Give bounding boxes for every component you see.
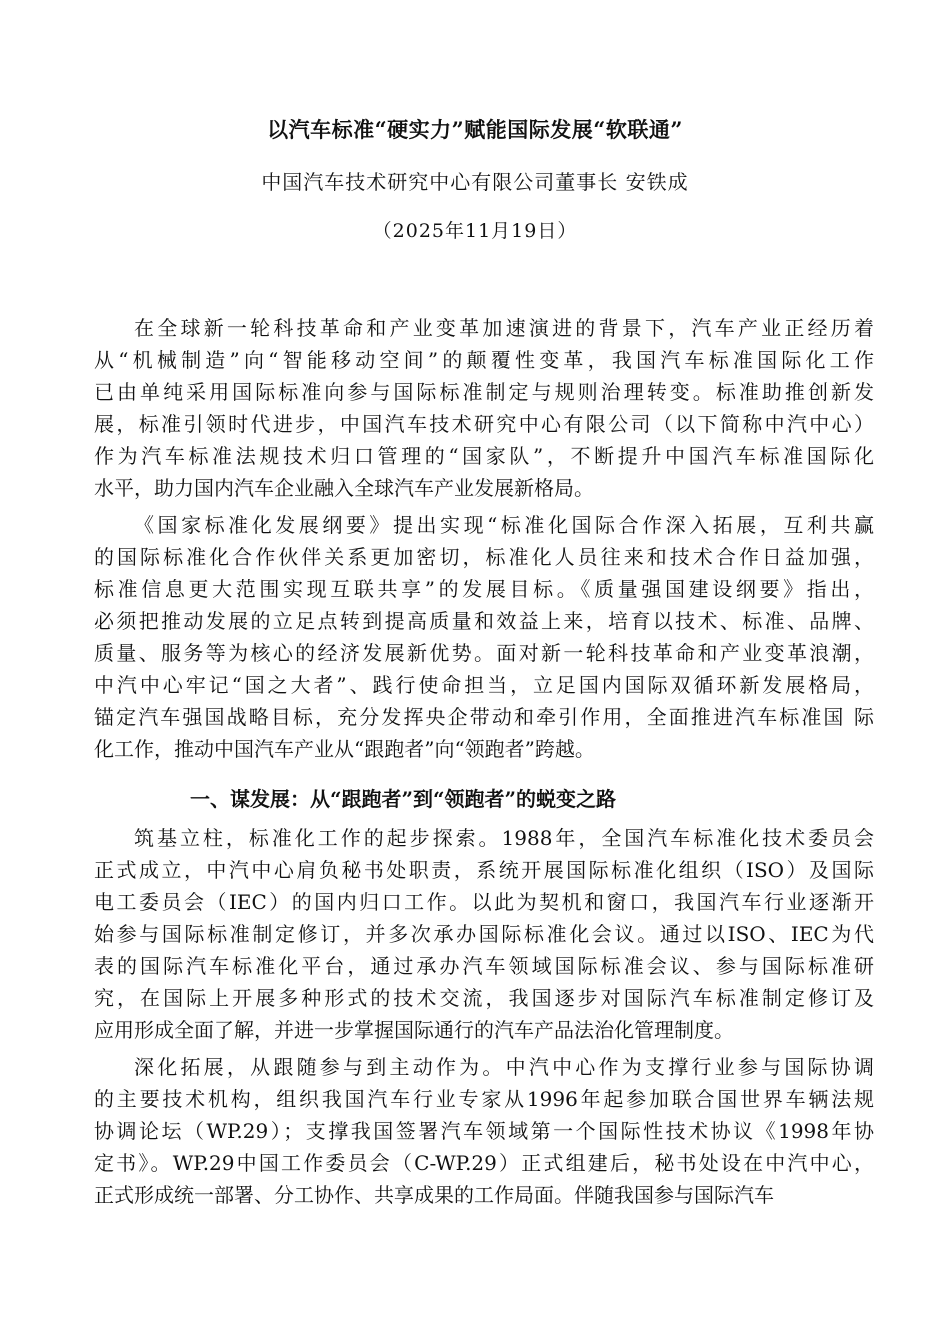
paragraph-line: 从“机械制造”向“智能移动空间”的颠覆性变革，我国汽车标准国际化工作: [94, 348, 874, 372]
paragraph-line: 表的国际汽车标准化平台，通过承办汽车领域国际标准会议、参与国际标准研: [94, 954, 874, 978]
paragraph-line: 电工委员会（IEC）的国内归口工作。以此为契机和窗口，我国汽车行业逐渐开: [94, 890, 874, 914]
paragraph-line: 正式形成统一部署、分工协作、共享成果的工作局面。伴随我国参与国际汽车: [94, 1183, 774, 1207]
paragraph-line: 已由单纯采用国际标准向参与国际标准制定与规则治理转变。标准助推创新发: [94, 380, 874, 404]
paragraph-line: 化工作，推动中国汽车产业从“跟跑者”向“领跑者”跨越。: [94, 737, 595, 761]
paragraph-line: 质量、服务等为核心的经济发展新优势。面对新一轮科技革命和产业变革浪潮，: [94, 641, 874, 665]
document-author: 中国汽车技术研究中心有限公司董事长 安铁成: [261, 170, 689, 194]
paragraph-line: 究，在国际上开展多种形式的技术交流，我国逐步对国际汽车标准制定修订及: [94, 986, 874, 1010]
paragraph-line: 《国家标准化发展纲要》提出实现“标准化国际合作深入拓展，互利共赢: [134, 513, 874, 537]
paragraph-line: 定书》。WP.29中国工作委员会（C-WP.29）正式组建后，秘书处设在中汽中心，: [94, 1151, 874, 1175]
paragraph-line: 协调论坛（WP.29）；支撑我国签署汽车领域第一个国际性技术协议《1998年协: [94, 1119, 874, 1143]
paragraph-line: 的国际标准化合作伙伴关系更加密切，标准化人员往来和技术合作日益加强，: [94, 545, 874, 569]
paragraph-line: 应用形成全面了解，并进一步掌握国际通行的汽车产品法治化管理制度。: [94, 1018, 734, 1042]
paragraph-line: 必须把推动发展的立足点转到提高质量和效益上来，培育以技术、标准、品牌、: [94, 609, 874, 633]
document-date: （2025年11月19日）: [372, 220, 578, 242]
paragraph-line: 深化拓展，从跟随参与到主动作为。中汽中心作为支撑行业参与国际协调: [134, 1055, 874, 1079]
paragraph-line: 水平，助力国内汽车企业融入全球汽车产业发展新格局。: [94, 476, 594, 500]
section-heading: 一、谋发展：从“跟跑者”到“领跑者”的蜕变之路: [190, 787, 617, 811]
paragraph-line: 筑基立柱，标准化工作的起步探索。1988年，全国汽车标准化技术委员会: [134, 826, 874, 850]
paragraph-line: 标准信息更大范围实现互联共享”的发展目标。《质量强国建设纲要》指出，: [94, 577, 874, 601]
paragraph-line: 的主要技术机构，组织我国汽车行业专家从1996年起参加联合国世界车辆法规: [94, 1087, 874, 1111]
paragraph-line: 锚定汽车强国战略目标，充分发挥央企带动和牵引作用，全面推进汽车标准国 际: [94, 705, 874, 729]
paragraph-line: 作为汽车标准法规技术归口管理的“国家队”，不断提升中国汽车标准国际化: [94, 444, 874, 468]
paragraph-line: 在全球新一轮科技革命和产业变革加速演进的背景下，汽车产业正经历着: [134, 316, 874, 340]
document-title: 以汽车标准“硬实力”赋能国际发展“软联通”: [267, 117, 683, 142]
paragraph-line: 正式成立，中汽中心肩负秘书处职责，系统开展国际标准化组织（ISO）及国际: [94, 858, 874, 882]
paragraph-line: 中汽中心牢记“国之大者”、践行使命担当，立足国内国际双循环新发展格局，: [94, 673, 874, 697]
paragraph-line: 始参与国际标准制定修订，并多次承办国际标准化会议。通过以ISO、IEC为代: [94, 922, 874, 946]
paragraph-line: 展，标准引领时代进步，中国汽车技术研究中心有限公司（以下简称中汽中心）: [94, 412, 874, 436]
